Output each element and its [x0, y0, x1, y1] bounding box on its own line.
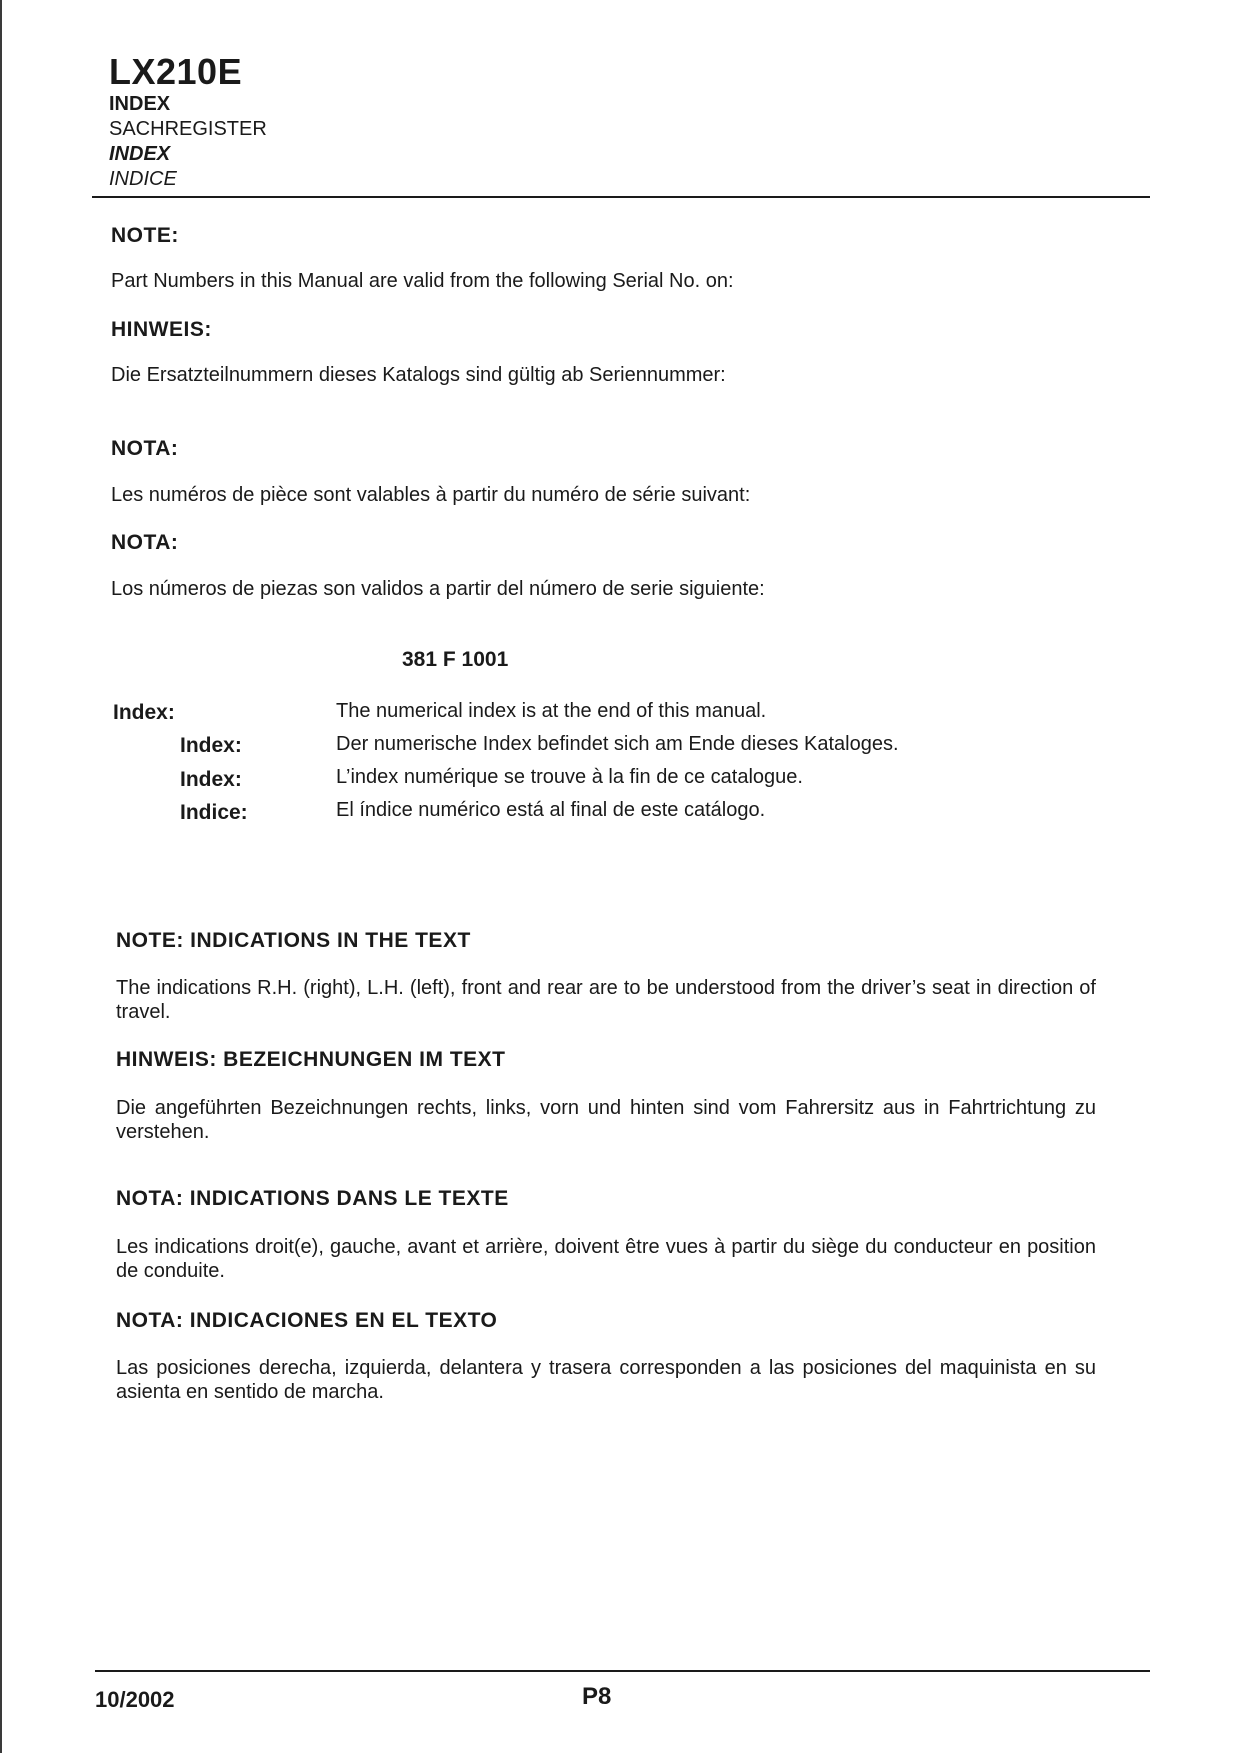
note-heading-english: NOTE: — [111, 224, 179, 247]
index-label-spanish: Indice: — [180, 801, 248, 824]
note-heading-german: HINWEIS: — [111, 318, 212, 341]
index-text-german: Der numerische Index befindet sich am Ende dieses Kataloges. — [336, 733, 899, 755]
title-german: SACHREGISTER — [109, 118, 267, 140]
note-text-english: Part Numbers in this Manual are valid from the following Serial No. on: — [111, 270, 734, 292]
indications-text-french: Les indications droit(e), gauche, avant et arrière, doivent être vues à partir du siège du conducteur en position de conduite. — [116, 1236, 1096, 1282]
note-heading-spanish: NOTA: — [111, 531, 179, 554]
index-label-english: Index: — [113, 701, 175, 724]
title-french: INDEX — [109, 143, 171, 165]
indications-heading-german: HINWEIS: BEZEICHNUNGEN IM TEXT — [116, 1048, 506, 1071]
header-rule — [92, 196, 1150, 198]
document-header — [109, 52, 267, 192]
index-label-german: Index: — [180, 734, 242, 757]
title-english: INDEX — [109, 93, 171, 115]
indications-text-spanish: Las posiciones derecha, izquierda, delantera y trasera corresponden a las posiciones del maquinista en su asienta en sentido de marcha. — [116, 1357, 1096, 1403]
footer-rule — [95, 1670, 1150, 1672]
index-label-french: Index: — [180, 768, 242, 791]
footer-date: 10/2002 — [95, 1687, 175, 1712]
note-text-german: Die Ersatzteilnummern dieses Katalogs sind gültig ab Seriennummer: — [111, 364, 726, 386]
note-heading-french: NOTA: — [111, 437, 179, 460]
serial-number: 381 F 1001 — [402, 648, 509, 671]
indications-text-english: The indications R.H. (right), L.H. (left), front and rear are to be understood from the driver’s seat in direction of travel. — [116, 977, 1096, 1023]
index-text-french: L’index numérique se trouve à la fin de ce catalogue. — [336, 766, 803, 788]
title-spanish: INDICE — [109, 168, 177, 190]
footer-page-number: P8 — [582, 1683, 612, 1710]
indications-text-german: Die angeführten Bezeichnungen rechts, links, vorn und hinten sind vom Fahrersitz aus in Fahrtrichtung zu verstehen. — [116, 1097, 1096, 1143]
index-text-english: The numerical index is at the end of this manual. — [336, 700, 767, 722]
model-title: LX210E — [109, 51, 243, 92]
indications-heading-english: NOTE: INDICATIONS IN THE TEXT — [116, 929, 471, 952]
page-edge-line — [0, 0, 2, 1753]
indications-heading-french: NOTA: INDICATIONS DANS LE TEXTE — [116, 1187, 509, 1210]
note-text-french: Les numéros de pièce sont valables à partir du numéro de série suivant: — [111, 484, 751, 506]
note-text-spanish: Los números de piezas son validos a partir del número de serie siguiente: — [111, 578, 765, 600]
index-text-spanish: El índice numérico está al final de este catálogo. — [336, 799, 766, 821]
indications-heading-spanish: NOTA: INDICACIONES EN EL TEXTO — [116, 1309, 498, 1332]
